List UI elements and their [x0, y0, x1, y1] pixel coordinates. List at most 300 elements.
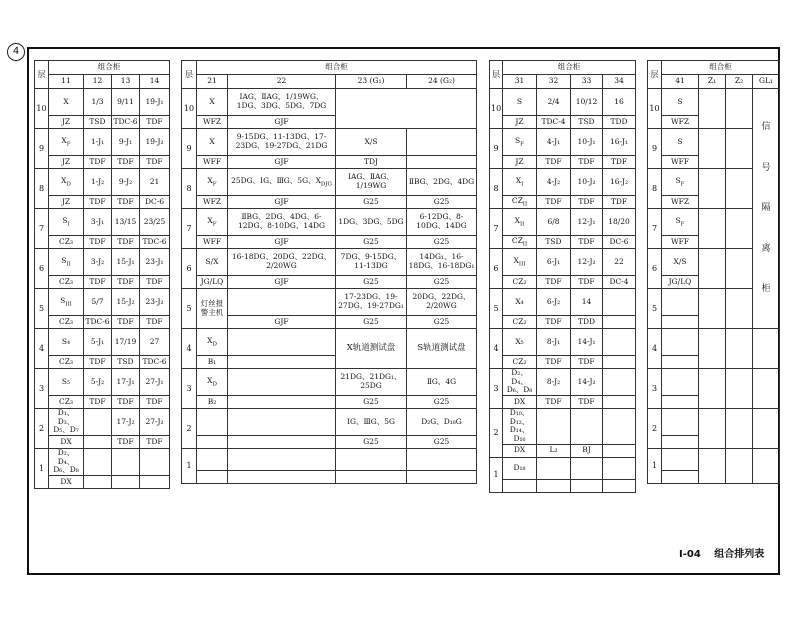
- filament-alarm-host: 灯丝报警主机: [197, 289, 228, 329]
- table-cell: X: [197, 89, 228, 116]
- table-cell: JZ: [503, 156, 537, 169]
- table-row: [490, 156, 636, 169]
- floor-number: 3: [35, 369, 49, 409]
- table-row: [35, 449, 170, 476]
- floor-number: 6: [35, 249, 49, 289]
- table-row: [182, 276, 477, 289]
- table-row: [490, 129, 636, 156]
- column-header: 33: [571, 75, 603, 89]
- table-cell: TDF: [140, 316, 170, 329]
- table-cell: WFZ: [197, 196, 228, 209]
- table-cell: TDC-6: [140, 356, 170, 369]
- table-cell: [662, 449, 699, 471]
- column-header: 34: [603, 75, 636, 89]
- table-cell: TDF: [84, 396, 112, 409]
- table-cell: $X_F$: [197, 209, 228, 236]
- table-cell: $X_{II}$: [503, 209, 537, 236]
- table-cell: TDF: [112, 316, 140, 329]
- table-row: [35, 129, 170, 156]
- table-cell: 6-J₂: [537, 289, 571, 316]
- table-cell: [699, 329, 726, 369]
- table-cell: TSD: [537, 236, 571, 249]
- floor-number: 3: [648, 369, 662, 409]
- table-cell: $S_{II}$: [49, 249, 84, 276]
- floor-number: 10: [182, 89, 197, 129]
- table-cell: [662, 289, 699, 316]
- column-header: Z₁: [699, 75, 726, 89]
- table-cell: TSD: [112, 356, 140, 369]
- table-cell: [228, 449, 336, 471]
- table-cell: [537, 409, 571, 445]
- table-cell: 23-J₁: [140, 249, 170, 276]
- table-cell: 17-23DG、19-27DG、19-27DG₁: [336, 289, 407, 316]
- table-cell: [571, 409, 603, 445]
- table-cell: [336, 471, 407, 484]
- table-row: [35, 436, 170, 449]
- floor-number: 4: [490, 329, 503, 369]
- floor-number: 2: [35, 409, 49, 449]
- table-row: [648, 369, 780, 396]
- table-row: [35, 249, 170, 276]
- table-row: [182, 449, 477, 471]
- table-cell: TDD: [603, 116, 636, 129]
- floor-number: 5: [182, 289, 197, 329]
- table-cell: 19-J₂: [140, 129, 170, 156]
- table-cell: [662, 409, 699, 436]
- table-cell: [699, 209, 726, 249]
- table-cell: S₅: [49, 369, 84, 396]
- table-cell: CZ₂: [503, 356, 537, 369]
- table-cell: TDF: [571, 236, 603, 249]
- table-cell: $X_F$: [197, 169, 228, 196]
- table-cell: 8-J₁: [537, 329, 571, 356]
- table-cell: [336, 449, 407, 471]
- table-cell: TDF: [603, 196, 636, 209]
- table-cell: 16-J₁: [603, 129, 636, 156]
- table-cell: CZ₃: [49, 356, 84, 369]
- table-row: [490, 169, 636, 196]
- table-cell: $CZ_{II}$: [503, 236, 537, 249]
- table-cell: $S_F$: [503, 129, 537, 156]
- table-cell: [699, 169, 726, 209]
- table-cell: 10-J₁: [571, 129, 603, 156]
- table-cell: $X_D$: [197, 369, 228, 396]
- table-cell: [84, 449, 112, 476]
- table-cell: ⅠAG、ⅡAG、1/19WG: [336, 169, 407, 196]
- table-row: [490, 396, 636, 409]
- table-row: [648, 449, 780, 471]
- table-cell: [537, 457, 571, 479]
- table-cell: 16: [603, 89, 636, 116]
- table-cell: [197, 471, 228, 484]
- floor-number: 5: [648, 289, 662, 329]
- table-cell: DX: [503, 444, 537, 457]
- table-cell: DX: [49, 436, 84, 449]
- column-header: 21: [197, 75, 228, 89]
- table-row: [182, 89, 477, 116]
- table-cell: 9-J₁: [112, 129, 140, 156]
- floor-number: 8: [648, 169, 662, 209]
- table-cell: [112, 449, 140, 476]
- table-cell: 27-J₁: [140, 369, 170, 396]
- floor-number: 4: [35, 329, 49, 369]
- table-cell: D₂G、D₁₈G: [407, 409, 477, 436]
- table-cell: $X_F$: [49, 129, 84, 156]
- floor-number: 1: [490, 457, 503, 492]
- layer-header: 层: [490, 61, 503, 89]
- table-cell: TDF: [84, 196, 112, 209]
- table-cell: [726, 249, 753, 289]
- cabinet-table-41-gl1: [647, 60, 780, 484]
- table-cell: G25: [336, 396, 407, 409]
- table-cell: TDF: [112, 396, 140, 409]
- table-cell: [753, 369, 780, 409]
- table-row: [182, 409, 477, 436]
- table-row: [35, 209, 170, 236]
- table-cell: D₁、D₃、D₅、D₇: [49, 409, 84, 436]
- table-cell: WFF: [662, 156, 699, 169]
- table-cell: [228, 356, 336, 369]
- table-row: [182, 289, 477, 316]
- table-cell: 14: [571, 289, 603, 316]
- floor-number: 4: [648, 329, 662, 369]
- table-cell: [699, 449, 726, 484]
- floor-number: 1: [648, 449, 662, 484]
- drawing-code: I-04: [679, 549, 701, 560]
- table-cell: TDF: [537, 156, 571, 169]
- table-cell: [537, 479, 571, 492]
- table-cell: TDF: [140, 276, 170, 289]
- table-cell: 10-J₂: [571, 169, 603, 196]
- floor-number: 6: [648, 249, 662, 289]
- table-cell: TDC-4: [537, 116, 571, 129]
- table-cell: 4-J₂: [537, 169, 571, 196]
- table-cell: TDF: [84, 356, 112, 369]
- table-cell: 23-J₂: [140, 289, 170, 316]
- table-cell: [84, 409, 112, 436]
- table-cell: L₂: [537, 444, 571, 457]
- floor-number: 7: [648, 209, 662, 249]
- table-cell: [726, 369, 753, 409]
- table-row: [35, 409, 170, 436]
- table-cell: TDJ: [336, 156, 407, 169]
- table-cell: TDF: [537, 396, 571, 409]
- table-cell: [662, 436, 699, 449]
- column-header: 32: [537, 75, 571, 89]
- table-cell: 1-J₂: [84, 169, 112, 196]
- table-row: [35, 356, 170, 369]
- table-cell: DC-4: [603, 276, 636, 289]
- table-cell: [753, 409, 780, 449]
- table-row: [182, 396, 477, 409]
- table-cell: [84, 436, 112, 449]
- floor-number: 7: [490, 209, 503, 249]
- table-cell: TDF: [84, 276, 112, 289]
- table-cell: [603, 289, 636, 316]
- table-cell: TDF: [112, 156, 140, 169]
- drawing-caption: [679, 545, 764, 560]
- floor-number: 9: [35, 129, 49, 169]
- table-cell: TDF: [140, 396, 170, 409]
- floor-number: 1: [35, 449, 49, 489]
- table-cell: [228, 329, 336, 356]
- table-row: [490, 89, 636, 116]
- table-cell: TDF: [112, 436, 140, 449]
- floor-number: 9: [648, 129, 662, 169]
- table-cell: B₂: [197, 396, 228, 409]
- table-cell: S: [662, 129, 699, 156]
- table-cell: TDF: [140, 436, 170, 449]
- table-cell: [603, 409, 636, 445]
- table-row: [35, 276, 170, 289]
- table-cell: DC-6: [603, 236, 636, 249]
- table-cell: [699, 89, 726, 129]
- table-cell: D₁₈: [503, 457, 537, 479]
- table-cell: 7DG、9-15DG、11-13DG: [336, 249, 407, 276]
- floor-number: 5: [490, 289, 503, 329]
- table-cell: TDF: [140, 116, 170, 129]
- table-cell: 16-J₂: [603, 169, 636, 196]
- table-cell: [84, 475, 112, 488]
- table-row: [490, 316, 636, 329]
- table-cell: 12-J₁: [571, 209, 603, 236]
- floor-number: 6: [182, 249, 197, 289]
- table-cell: 15-J₂: [112, 289, 140, 316]
- table-cell: $S_I$: [49, 209, 84, 236]
- table-cell: 9/11: [112, 89, 140, 116]
- table-cell: GJF: [228, 156, 336, 169]
- table-cell: 17-J₁: [112, 369, 140, 396]
- table-cell: S₄: [49, 329, 84, 356]
- table-cell: [753, 329, 780, 369]
- table-row: [35, 156, 170, 169]
- table-row: [182, 249, 477, 276]
- table-row: [182, 436, 477, 449]
- test-panel-s: S轨道测试盘: [407, 329, 477, 369]
- table-cell: X: [197, 129, 228, 156]
- table-cell: G25: [336, 276, 407, 289]
- table-cell: DX: [503, 396, 537, 409]
- table-cell: [571, 457, 603, 479]
- table-row: [182, 329, 477, 356]
- table-cell: 12-J₂: [571, 249, 603, 276]
- table-row: [648, 409, 780, 436]
- table-row: [490, 356, 636, 369]
- table-cell: GJF: [228, 116, 336, 129]
- table-cell: [603, 444, 636, 457]
- table-cell: WFF: [197, 156, 228, 169]
- page-number: 4: [7, 43, 25, 61]
- table-cell: TDC-6: [84, 316, 112, 329]
- table-cell: 6-J₁: [537, 249, 571, 276]
- table-cell: [197, 449, 228, 471]
- table-cell: [503, 479, 537, 492]
- table-row: [35, 475, 170, 488]
- column-header: 14: [140, 75, 170, 89]
- table-cell: [662, 329, 699, 356]
- table-row: [182, 129, 477, 156]
- table-cell: [662, 316, 699, 329]
- table-cell: [228, 289, 336, 316]
- table-cell: 14-J₁: [571, 329, 603, 356]
- table-cell: 20DG、22DG、2/20WG: [407, 289, 477, 316]
- floor-number: 10: [648, 89, 662, 129]
- table-row: [490, 236, 636, 249]
- table-cell: CZ₃: [49, 276, 84, 289]
- table-row: [182, 156, 477, 169]
- table-cell: 16-18DG、20DG、22DG、2/20WG: [228, 249, 336, 276]
- floor-number: 2: [182, 409, 197, 449]
- table-cell: [726, 289, 753, 329]
- table-cell: TDF: [112, 276, 140, 289]
- table-cell: S: [662, 89, 699, 116]
- table-row: [182, 209, 477, 236]
- group-header: 组合柜: [49, 61, 170, 75]
- table-cell: [726, 409, 753, 449]
- column-header: 22: [228, 75, 336, 89]
- table-cell: X/S: [662, 249, 699, 276]
- table-cell: [228, 369, 336, 396]
- table-cell: TDF: [571, 396, 603, 409]
- table-cell: 1/3: [84, 89, 112, 116]
- floor-number: 8: [182, 169, 197, 209]
- table-cell: TDF: [84, 236, 112, 249]
- table-row: [35, 289, 170, 316]
- table-cell: GJF: [228, 236, 336, 249]
- table-cell: TDF: [537, 356, 571, 369]
- layer-header: 层: [35, 61, 49, 89]
- table-cell: $X_{III}$: [503, 249, 537, 276]
- table-cell: 14-J₂: [571, 369, 603, 396]
- table-cell: JZ: [49, 196, 84, 209]
- table-cell: WFF: [662, 236, 699, 249]
- table-cell: ⅠAG、ⅡAG、1/19WG、1DG、3DG、5DG、7DG: [228, 89, 336, 116]
- floor-number: 2: [648, 409, 662, 449]
- table-cell: [228, 471, 336, 484]
- table-cell: [726, 449, 753, 484]
- table-cell: TDF: [84, 156, 112, 169]
- column-header: 41: [662, 75, 699, 89]
- table-cell: 23/25: [140, 209, 170, 236]
- table-cell: [662, 369, 699, 396]
- column-header: 24 (G₂): [407, 75, 477, 89]
- table-cell: D₂、D₄、D₆、D₈: [49, 449, 84, 476]
- table-cell: 21: [140, 169, 170, 196]
- table-cell: $CZ_{II}$: [503, 196, 537, 209]
- table-cell: [228, 396, 336, 409]
- table-row: [490, 369, 636, 396]
- table-row: [490, 329, 636, 356]
- table-cell: D₁₀、D₁₂、D₁₄、D₁₆: [503, 409, 537, 445]
- table-row: [35, 169, 170, 196]
- cabinet-table-11-14: [34, 60, 170, 489]
- table-cell: JG/LQ: [662, 276, 699, 289]
- table-row: [490, 444, 636, 457]
- table-cell: [699, 129, 726, 169]
- table-cell: CZ₂: [503, 276, 537, 289]
- table-cell: 27-J₂: [140, 409, 170, 436]
- table-cell: G25: [336, 196, 407, 209]
- floor-number: 10: [490, 89, 503, 129]
- table-cell: [603, 329, 636, 356]
- table-cell: DC-6: [140, 196, 170, 209]
- table-cell: CZ₂: [503, 316, 537, 329]
- table-cell: 9-J₂: [112, 169, 140, 196]
- table-cell: 4-J₁: [537, 129, 571, 156]
- table-cell: TSD: [571, 116, 603, 129]
- table-cell: WFZ: [662, 196, 699, 209]
- table-cell: X: [49, 89, 84, 116]
- table-cell: 1DG、3DG、5DG: [336, 209, 407, 236]
- table-cell: $S_F$: [662, 169, 699, 196]
- table-cell: TDF: [537, 196, 571, 209]
- table-row: [35, 329, 170, 356]
- column-header: Z₂: [726, 75, 753, 89]
- table-cell: ⅡG、4G: [407, 369, 477, 396]
- table-cell: TDF: [112, 236, 140, 249]
- table-cell: [228, 436, 336, 449]
- cabinet-table-21-24: [181, 60, 477, 484]
- table-cell: TDC-6: [112, 116, 140, 129]
- column-header: 23 (G₁): [336, 75, 407, 89]
- table-cell: 5-J₁: [84, 329, 112, 356]
- table-cell: 1-J₁: [84, 129, 112, 156]
- table-cell: 9-15DG、11-13DG、17-23DG、19-27DG、21DG: [228, 129, 336, 156]
- floor-number: 3: [182, 369, 197, 409]
- table-cell: S/X: [197, 249, 228, 276]
- table-row: [35, 396, 170, 409]
- table-row: [182, 169, 477, 196]
- table-cell: G25: [336, 236, 407, 249]
- table-cell: [662, 356, 699, 369]
- table-cell: TDF: [571, 356, 603, 369]
- floor-number: 5: [35, 289, 49, 329]
- cabinet-table-31-34: [489, 60, 636, 493]
- table-cell: 17-J₂: [112, 409, 140, 436]
- table-cell: TDC-6: [140, 236, 170, 249]
- table-cell: [228, 409, 336, 436]
- layer-header: 层: [648, 61, 662, 89]
- table-cell: [726, 329, 753, 369]
- table-row: [35, 196, 170, 209]
- table-cell: $X_D$: [49, 169, 84, 196]
- table-cell: G25: [336, 316, 407, 329]
- table-cell: [699, 409, 726, 449]
- table-cell: G25: [407, 276, 477, 289]
- floor-number: 7: [182, 209, 197, 249]
- table-row: [182, 196, 477, 209]
- floor-number: 6: [490, 249, 503, 289]
- floor-number: 10: [35, 89, 49, 129]
- table-row: [182, 471, 477, 484]
- table-cell: JZ: [49, 156, 84, 169]
- table-cell: TDF: [140, 156, 170, 169]
- floor-number: 9: [182, 129, 197, 169]
- table-cell: 5-J₂: [84, 369, 112, 396]
- table-cell: B₁: [197, 356, 228, 369]
- table-row: [490, 209, 636, 236]
- table-cell: G25: [407, 196, 477, 209]
- table-row: [490, 457, 636, 479]
- table-cell: JG/LQ: [197, 276, 228, 289]
- table-cell: 18/20: [603, 209, 636, 236]
- table-cell: JZ: [503, 116, 537, 129]
- table-cell: GJF: [228, 196, 336, 209]
- table-row: [490, 479, 636, 492]
- table-cell: TDF: [112, 196, 140, 209]
- table-cell: [571, 479, 603, 492]
- table-cell: TDF: [571, 196, 603, 209]
